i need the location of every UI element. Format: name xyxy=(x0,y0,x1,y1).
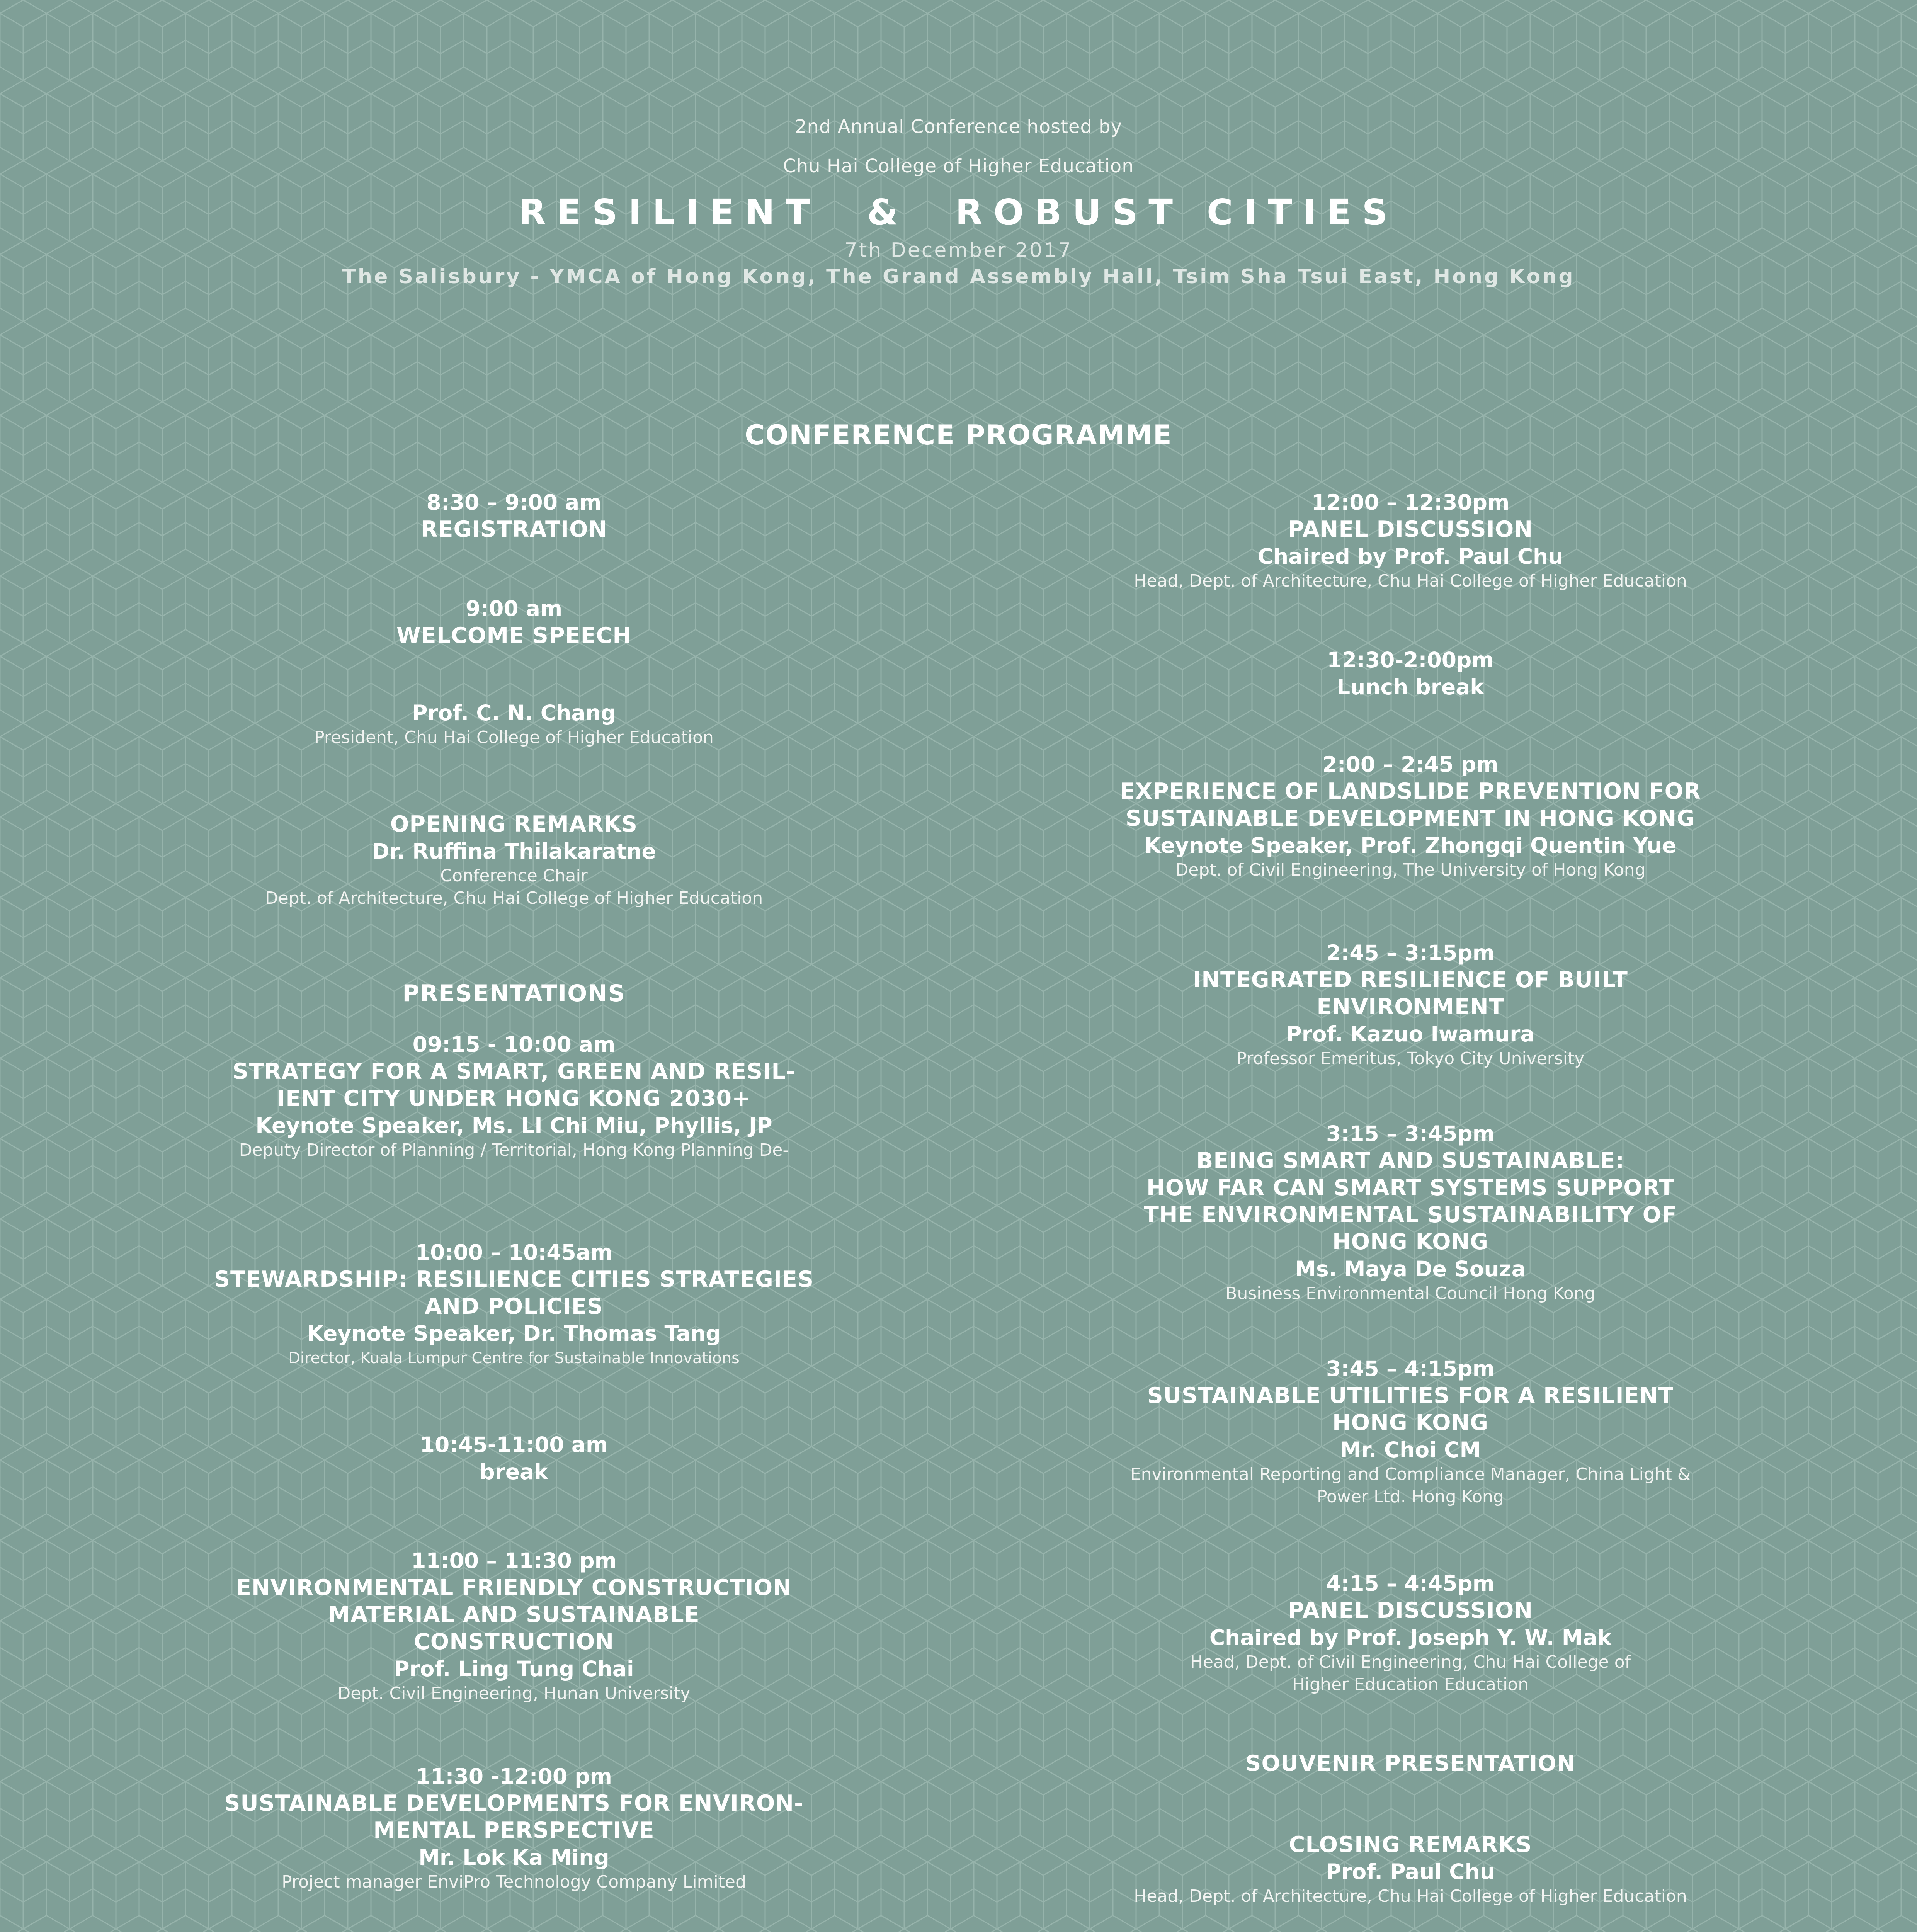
item-time: 09:15 - 10:00 am xyxy=(412,1032,616,1057)
opening-remarks-item xyxy=(205,811,823,910)
item-detail: President, Chu Hai College of Higher Education xyxy=(314,728,714,747)
conference-date: 7th December 2017 xyxy=(844,239,1073,262)
item-speaker: Prof. Kazuo Iwamura xyxy=(1286,1022,1535,1046)
item-time: 10:45-11:00 am xyxy=(420,1432,608,1457)
item-title: ENVIRONMENT xyxy=(1317,994,1504,1020)
item-detail: Conference Chair xyxy=(440,866,588,886)
item-detail: Power Ltd. Hong Kong xyxy=(1317,1487,1504,1507)
item-title: CONSTRUCTION xyxy=(413,1629,614,1655)
item-detail: Dept. of Civil Engineering, The University of Hong Kong xyxy=(1175,860,1646,880)
presentations-heading xyxy=(205,979,823,1008)
section-title: PRESENTATIONS xyxy=(402,980,626,1007)
conference-venue: The Salisbury - YMCA of Hong Kong, The Grand Assembly Hall, Tsim Sha Tsui East, Hong Kong xyxy=(342,265,1575,288)
item-title: SUSTAINABLE UTILITIES FOR A RESILIENT xyxy=(1147,1383,1674,1408)
item-title: ENVIRONMENTAL FRIENDLY CONSTRUCTION xyxy=(236,1575,792,1600)
item-time: 12:00 – 12:30pm xyxy=(1311,490,1510,515)
item-detail: Project manager EnviPro Technology Company Limited xyxy=(282,1872,746,1892)
lunch-item xyxy=(1101,646,1720,701)
item-title: PANEL DISCUSSION xyxy=(1288,1598,1533,1623)
item-time: 11:30 -12:00 pm xyxy=(416,1764,612,1789)
item-time: 2:00 – 2:45 pm xyxy=(1322,752,1499,777)
presentation-built-environment xyxy=(1101,939,1720,1070)
presentation-4 xyxy=(205,1763,823,1893)
item-detail: Dept. Civil Engineering, Hunan University xyxy=(337,1684,691,1703)
item-title: SUSTAINABLE DEVELOPMENT IN HONG KONG xyxy=(1125,806,1696,831)
item-detail: Head, Dept. of Civil Engineering, Chu Hai College of xyxy=(1190,1652,1631,1672)
item-title: THE ENVIRONMENTAL SUSTAINABILITY OF xyxy=(1143,1202,1677,1228)
item-title: INTEGRATED RESILIENCE OF BUILT xyxy=(1193,967,1628,993)
presentation-3 xyxy=(205,1547,823,1705)
item-title: BEING SMART AND SUSTAINABLE: xyxy=(1196,1148,1625,1173)
item-title: SOUVENIR PRESENTATION xyxy=(1245,1751,1576,1776)
item-speaker: Ms. Maya De Souza xyxy=(1295,1257,1526,1281)
item-detail: Higher Education Education xyxy=(1292,1675,1529,1694)
item-title: HOW FAR CAN SMART SYSTEMS SUPPORT xyxy=(1146,1175,1674,1201)
welcome-item xyxy=(205,595,823,649)
item-time: 2:45 – 3:15pm xyxy=(1326,940,1495,965)
item-speaker: Keynote Speaker, Ms. LI Chi Miu, Phyllis, JP xyxy=(255,1113,772,1138)
item-speaker: Prof. Ling Tung Chai xyxy=(394,1656,634,1681)
programme-heading: CONFERENCE PROGRAMME xyxy=(745,419,1172,451)
item-speaker: Keynote Speaker, Prof. Zhongqi Quentin Yue xyxy=(1144,833,1677,858)
presentation-landslide xyxy=(1101,751,1720,881)
item-speaker: Prof. C. N. Chang xyxy=(412,701,616,725)
item-speaker: Chaired by Prof. Joseph Y. W. Mak xyxy=(1209,1625,1612,1650)
presentation-1 xyxy=(205,1031,823,1162)
item-speaker: Keynote Speaker, Dr. Thomas Tang xyxy=(307,1321,721,1346)
item-detail: Professor Emeritus, Tokyo City University xyxy=(1236,1049,1585,1068)
panel-discussion-2 xyxy=(1101,1570,1720,1696)
item-detail: Business Environmental Council Hong Kong xyxy=(1225,1284,1596,1303)
item-title: PANEL DISCUSSION xyxy=(1288,517,1533,542)
item-title: HONG KONG xyxy=(1332,1410,1489,1435)
item-time: 9:00 am xyxy=(465,596,563,621)
item-speaker: Dr. Ruffina Thilakaratne xyxy=(372,839,656,864)
item-speaker: Prof. Paul Chu xyxy=(1326,1859,1495,1884)
programme-right-column xyxy=(1101,489,1720,1908)
item-time: 8:30 – 9:00 am xyxy=(426,490,602,515)
item-title: AND POLICIES xyxy=(425,1294,603,1319)
item-title: MATERIAL AND SUSTAINABLE xyxy=(328,1602,700,1628)
item-speaker: Mr. Choi CM xyxy=(1340,1437,1481,1462)
item-title: SUSTAINABLE DEVELOPMENTS FOR ENVIRON- xyxy=(224,1791,804,1816)
item-detail: Dept. of Architecture, Chu Hai College of Higher Education xyxy=(265,888,763,908)
hosted-by-line: 2nd Annual Conference hosted by xyxy=(794,116,1123,138)
item-time: 12:30-2:00pm xyxy=(1327,648,1494,672)
presentation-smart-sustainable xyxy=(1101,1120,1720,1305)
item-title: REGISTRATION xyxy=(420,517,607,542)
presentation-2 xyxy=(205,1239,823,1369)
item-detail: Deputy Director of Planning / Territorial, Hong Kong Planning De- xyxy=(239,1140,789,1160)
item-time: 4:15 – 4:45pm xyxy=(1326,1571,1495,1596)
item-time: 11:00 – 11:30 pm xyxy=(411,1548,617,1573)
item-title: WELCOME SPEECH xyxy=(396,623,632,648)
host-college-line: Chu Hai College of Higher Education xyxy=(783,155,1134,177)
item-title: Lunch break xyxy=(1337,675,1484,699)
item-title: HONG KONG xyxy=(1332,1229,1489,1255)
item-detail: Head, Dept. of Architecture, Chu Hai College of Higher Education xyxy=(1134,571,1687,591)
item-title: EXPERIENCE OF LANDSLIDE PREVENTION FOR xyxy=(1119,779,1701,804)
item-title: CLOSING REMARKS xyxy=(1289,1832,1532,1857)
item-title: IENT CITY UNDER HONG KONG 2030+ xyxy=(277,1086,751,1111)
item-title: OPENING REMARKS xyxy=(390,811,638,837)
registration-item xyxy=(205,489,823,543)
item-speaker: Chaired by Prof. Paul Chu xyxy=(1257,544,1563,569)
item-detail: Environmental Reporting and Compliance Manager, China Light & xyxy=(1130,1464,1691,1484)
panel-discussion-1 xyxy=(1101,489,1720,592)
closing-remarks-item xyxy=(1101,1831,1720,1908)
chang-item xyxy=(205,699,823,749)
item-time: 3:45 – 4:15pm xyxy=(1326,1356,1495,1381)
break-item xyxy=(205,1431,823,1485)
item-title: MENTAL PERSPECTIVE xyxy=(373,1818,655,1843)
item-time: 10:00 – 10:45am xyxy=(415,1240,613,1265)
item-detail: Head, Dept. of Architecture, Chu Hai College of Higher Education xyxy=(1134,1886,1687,1906)
conference-title: RESILIENT & ROBUST CITIES xyxy=(519,192,1398,233)
presentation-utilities xyxy=(1101,1355,1720,1508)
item-speaker: Mr. Lok Ka Ming xyxy=(418,1845,609,1870)
programme-left-column xyxy=(205,489,823,1893)
souvenir-item xyxy=(1101,1750,1720,1777)
item-title: break xyxy=(480,1459,548,1484)
item-detail: Director, Kuala Lumpur Centre for Sustainable Innovations xyxy=(288,1349,740,1367)
item-title: STRATEGY FOR A SMART, GREEN AND RESIL- xyxy=(232,1059,796,1084)
item-title: STEWARDSHIP: RESILIENCE CITIES STRATEGIES xyxy=(214,1267,814,1292)
item-time: 3:15 – 3:45pm xyxy=(1326,1121,1495,1146)
